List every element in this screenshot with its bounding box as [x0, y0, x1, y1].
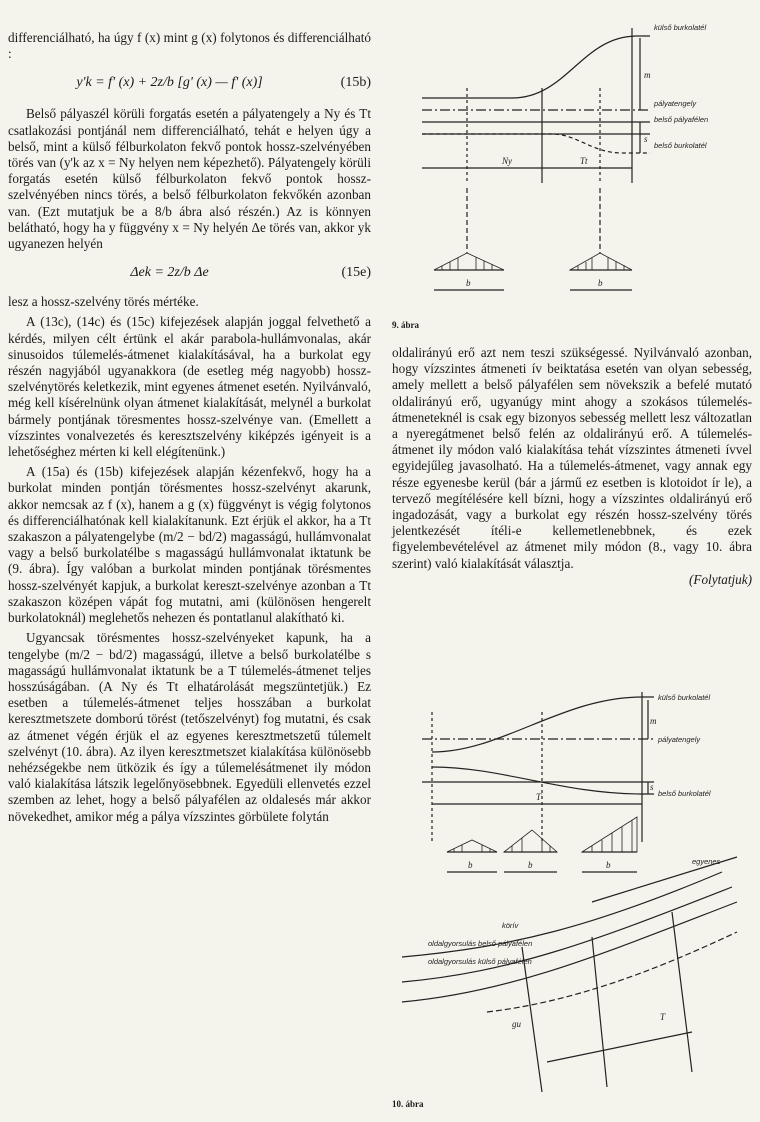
cross-section-1 [434, 253, 504, 270]
equation-15e [8, 254, 371, 292]
right-paragraph-1: oldalirányú erő azt nem teszi szükségessé. Nyilvánvaló azonban, hogy vízszintes átmeneti ív beiktatása esetén van olyan sebesség, amely mellett a belső pályafélen sem növekszik a befelé mutató oldalirányú erő, ugyanúgy mint ahogy a szokásos túlemelés-átmeneteknél is csak egy bizonyos sebesség mellett lesz változatlan a nyeregátmenet belső felén az oldalirányú erő. A túlemelés-átmenet ily módon való kialakítása tehát vízszintes átmeneti ívvel egyidejűleg javasolható. Ha a túlemelés-átmenet, vagy annak egy része egyenesbe kerül (bár a jármű ez esetben is klotoidot ír le), a tervező megítélésére kell bízni, hogy a vízszintes oldalirányú erő ingadozását, vagy a burkolat egy részén hossz-szelvény törés jelentkezését ítéli-e kellemetlenebbnek, és ezek figyelembevételével az átmenet mily módon (8., vagy 10. ábra szerint) való kialakítását választja. [392, 345, 752, 571]
label-b3: b [606, 860, 611, 870]
figure-9 [392, 8, 754, 330]
label-inner-edge: belső burkolatél [654, 141, 707, 150]
label-ny: Ny [502, 156, 512, 166]
outer-edge-curve [432, 697, 654, 752]
legend-outer: oldalgyorsulás külső pályafélen [428, 957, 532, 966]
label-axis: pályatengely [658, 735, 701, 744]
legend-inner: oldalgyorsulás belső pályafélen [428, 939, 533, 948]
equation-formula: y'k = f' (x) + 2z/b [g' (x) — f' (x)] [76, 75, 263, 91]
equation-formula: Δek = 2z/b Δe [130, 265, 209, 281]
label-t: T [536, 792, 542, 802]
label-egyenes: egyenes [692, 857, 721, 866]
right-column [392, 345, 752, 588]
figure-10-caption: 10. ábra [392, 1099, 424, 1109]
cross-section-2 [570, 253, 632, 270]
figure-9-caption: 9. ábra [392, 320, 419, 330]
paragraph-intro: differenciálható, ha úgy f (x) mint g (x) folytonos és differenciálható : [8, 30, 371, 62]
label-m: m [650, 716, 657, 726]
paragraph-4: Ugyancsak törésmentes hossz-szelvényeket kapunk, ha a tengelybe (m/2 − bd/2) magasságú, illetve a belső burkolatélbe s magasságú hullámvonalat iktatunk be a T túlemelés-átmenet teljes hosszúságában. (A Ny és Tt elhatárolását megszüntetjük.) Ez esetben a túlemelés-átmenet teljes hosszában a burkolat keresztmetszete domború törést (tetőszelvényt) fog mutatni, és csak az átmenet végén érjük el az egyenes keresztmetszetű túlemelt szelvényt (10. ábra). Az ilyen keresztmetszet kialakítása különösebb nehézségekbe nem ütközik és így a túlemelésátmenet ily módon való kialakítása látszik legelőnyösebbnek. Egyedüli ellenvetés ezzel szemben az lehet, hogy a belső pályafélen az oldalesés már akkor növekedhet, amikor még a pálya vízszintes görbülete folytán [8, 630, 371, 824]
inner-edge-curve [432, 767, 654, 794]
cross-section-3 [582, 817, 637, 852]
label-gu: gu [512, 1019, 521, 1029]
paragraph-1b: lesz a hossz-szelvény törés mértéke. [8, 294, 199, 310]
outer-edge-curve [422, 36, 650, 98]
label-b2: b [598, 278, 603, 288]
cross-section-1 [447, 840, 497, 852]
figure-10 [392, 692, 754, 1109]
label-b1: b [466, 278, 471, 288]
label-b2: b [528, 860, 533, 870]
equation-number: (15e) [341, 265, 371, 281]
left-column [8, 30, 371, 825]
paragraph-1: Belső pályaszél körüli forgatás esetén a pályatengely a Ny és Tt csatlakozási pontjánál nem differenciálható, tehát e helyen úgy a belső, mint a külső félburkolaton fekvő pontok hossz-szelvényében törés van (y'k az x = Ny helyen nem képezhető). Pályatengely körüli forgatás esetén külső félburkolaton fekvő pontok hossz-szelvényében nincs törés, a belső félburkolaton fekvőkén azonban van. (Ezt mutatjuk be a 8/b ábra alsó részén.) Az is könnyen belátható, hogy ha y függvény x = Ny helyén Δe törés van, akkor yk ugyanezen helyén [8, 106, 371, 252]
label-axis: pályatengely [654, 99, 697, 108]
label-outer-edge: külső burkolatél [654, 23, 707, 32]
figure-10-drawing [392, 692, 754, 1097]
label-s: s [644, 134, 648, 144]
equation-number: (15b) [340, 75, 371, 91]
paragraph-3: A (15a) és (15b) kifejezések alapján kézenfekvő, hogy ha a burkolat minden pontján törésmentes hossz-szelvényt akarunk, akkor nemcsak az f (x), hanem a g (x) függvényt is végig folytonos és differenciálhatónak kell kialakítanunk. Ezt érjük el akkor, ha a Tt szakaszon a pályatengelybe (m/2 − bd/2) magasságú, hullámvonalat vagy a belső burkolatélbe s magasságú hullámvonalat iktatunk be (9. ábra). Így valóban a burkolat minden pontjának törésmentes hossz-szelvényét kapjuk, a burkolat kereszt-szelvénye azonban a Tt szakaszon középen vápát fog mutatni, ami (különösen hengerelt burkolatoknál) meglehetős nehezen és pontatlanul alakítható ki. [8, 464, 371, 626]
label-inner-edge: belső burkolatél [658, 789, 711, 798]
label-m: m [644, 70, 651, 80]
label-inner-half: belső pályafélen [654, 115, 709, 124]
label-s: s [650, 782, 654, 792]
label-tt: Tt [580, 156, 588, 166]
continued-note: (Folytatjuk) [689, 571, 752, 587]
label-outer-edge: külső burkolatél [658, 693, 711, 702]
label-kor: körív [502, 921, 519, 930]
label-t2: T [660, 1012, 666, 1022]
equation-15b [8, 64, 371, 102]
figure-9-drawing [392, 8, 754, 318]
paragraph-2: A (13c), (14c) és (15c) kifejezések alapján joggal felvethető a kérdés, milyen célt értünk el akár parabola-hullámvonalas, akár sinusoidos túlemelés-átmenet kialakításával, ha a burkolat egy részén nagyjából ugyanakkora (de esetleg még nagyobb) hossz-szelvénytörés keletkezik, mint egyenes átmenet esetén. Nyilvánvaló, még kell kísérelnünk olyan átmenet kialakítását, melynél a burkolat bármely pontjának töresmentes hossz-szelvénye van. (Emellett a vízszintes vonalvezetés és keresztszelvény kiképzés igényeit is a lehetőséghez mérten ki kell elégítenünk.) [8, 314, 371, 460]
label-b1: b [468, 860, 473, 870]
inner-edge-curve [422, 134, 650, 153]
